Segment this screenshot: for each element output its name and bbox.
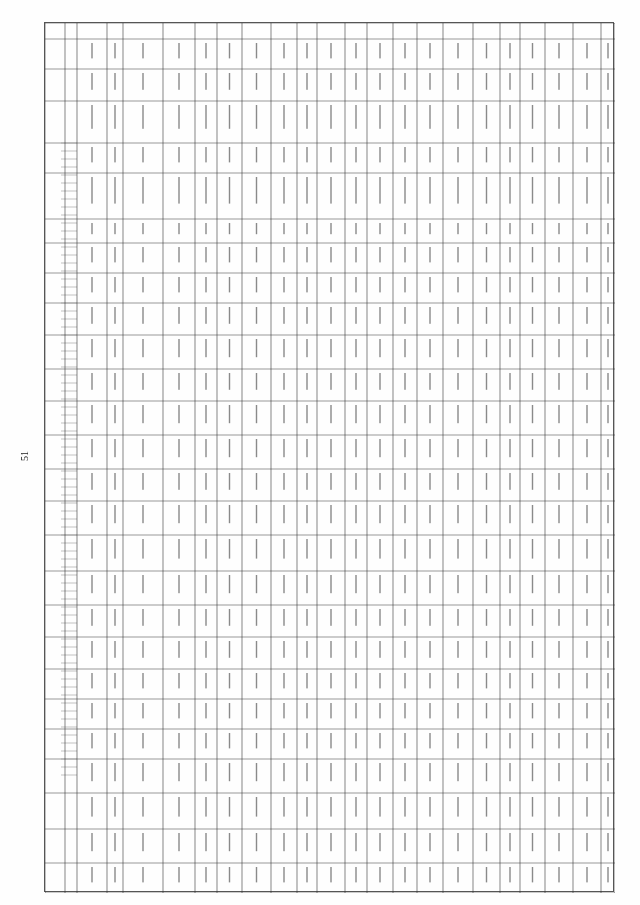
data-table <box>44 22 614 892</box>
page-number: 51 <box>20 451 31 461</box>
table-grid <box>45 23 615 893</box>
